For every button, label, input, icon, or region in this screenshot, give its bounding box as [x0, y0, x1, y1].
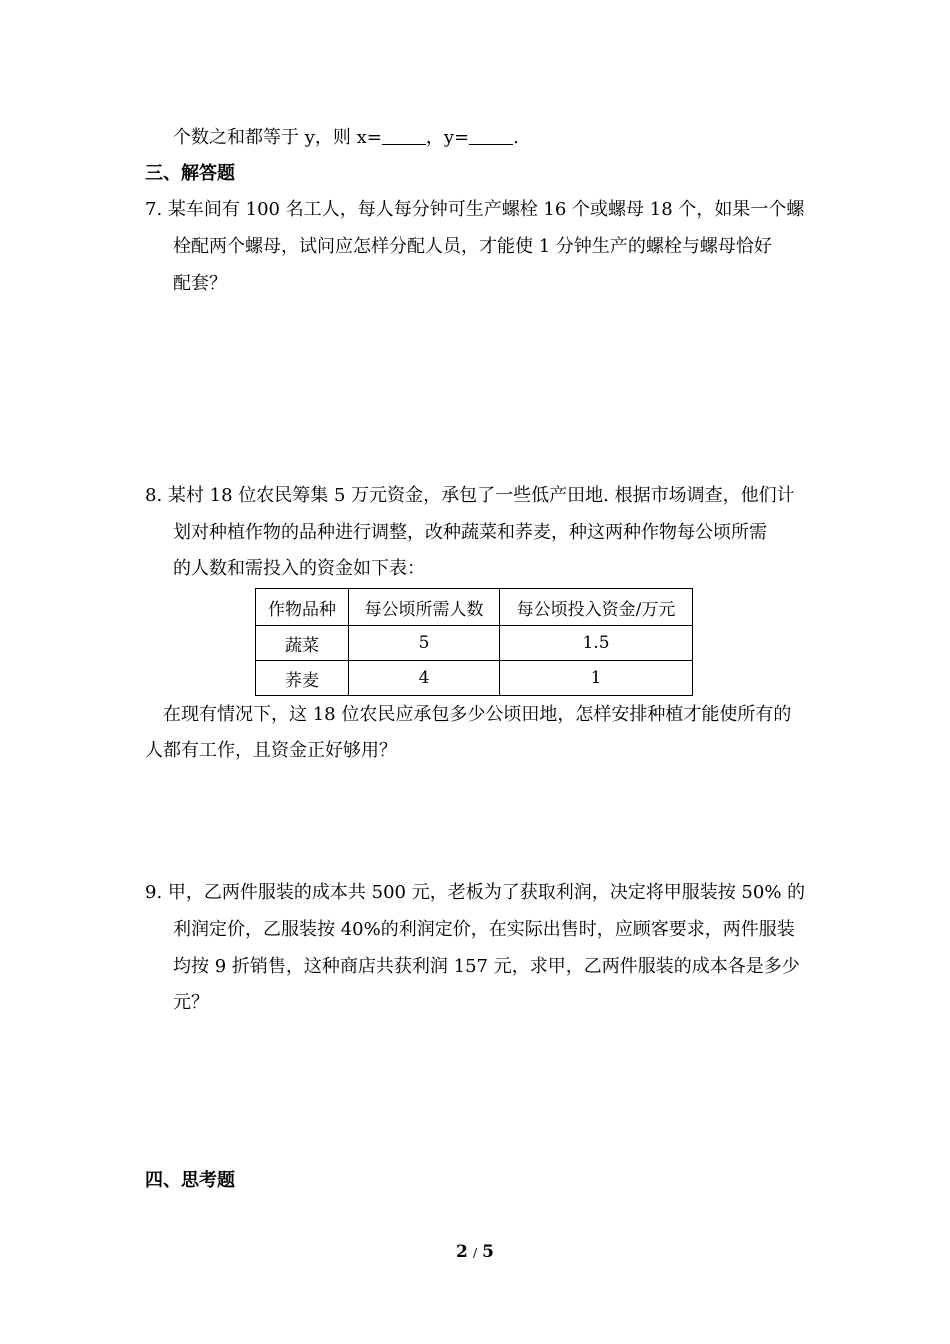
total-pages: 5 — [482, 1242, 494, 1262]
table-header-row — [256, 589, 693, 626]
q7-line-3: 配套？ — [173, 273, 227, 294]
q8-line-3: 的人数和需投入的资金如下表： — [173, 558, 425, 579]
current-page: 2 — [456, 1242, 468, 1262]
q9-line-3: 均按 9 折销售，这种商店共获利润 157 元，求甲，乙两件服装的成本各是多少 — [173, 956, 800, 977]
section-4-title: 四、思考题 — [145, 1170, 235, 1191]
q6-text: 个数之和都等于 y，则 x= — [173, 127, 382, 148]
page-number — [0, 1242, 950, 1262]
q8-after-line-2: 人都有工作，且资金正好够用？ — [145, 740, 397, 761]
q8-line-1: 8. 某村 18 位农民筹集 5 万元资金，承包了一些低产田地. 根据市场调查，他们计 — [145, 485, 795, 506]
q9-line-1: 9. 甲，乙两件服装的成本共 500 元，老板为了获取利润，决定将甲服装按 50% 的 — [145, 882, 806, 903]
q6-continued-line — [173, 126, 519, 150]
table-header-cell: 每公顷所需人数 — [349, 589, 500, 626]
table-header-cell: 作物品种 — [256, 589, 349, 626]
q8-after-line-1: 在现有情况下，这 18 位农民应承包多少公顷田地，怎样安排种植才能使所有的 — [163, 704, 792, 725]
q9-line-2: 利润定价，乙服装按 40%的利润定价，在实际出售时，应顾客要求，两件服装 — [173, 919, 795, 940]
crop-table — [255, 588, 693, 696]
table-header-cell: 每公顷投入资金/万元 — [500, 589, 693, 626]
q6-mid: ，y= — [425, 127, 470, 148]
table-cell: 1 — [500, 661, 693, 696]
table-cell: 4 — [349, 661, 500, 696]
table-cell: 蔬菜 — [256, 626, 349, 661]
page-separator: / — [472, 1246, 478, 1260]
q7-line-2: 栓配两个螺母，试问应怎样分配人员，才能使 1 分钟生产的螺栓与螺母恰好 — [173, 236, 772, 257]
table-cell: 5 — [349, 626, 500, 661]
section-3-title: 三、解答题 — [145, 163, 235, 184]
x-answer-blank[interactable] — [382, 128, 426, 145]
q9-line-4: 元？ — [173, 992, 209, 1013]
table-row — [256, 661, 693, 696]
table-cell: 荞麦 — [256, 661, 349, 696]
table-row — [256, 626, 693, 661]
table-cell: 1.5 — [500, 626, 693, 661]
q8-line-2: 划对种植作物的品种进行调整，改种蔬菜和荞麦，种这两种作物每公顷所需 — [173, 522, 767, 543]
q7-line-1: 7. 某车间有 100 名工人，每人每分钟可生产螺栓 16 个或螺母 18 个，如果一个螺 — [145, 199, 805, 220]
q6-end: . — [513, 127, 519, 148]
y-answer-blank[interactable] — [469, 128, 513, 145]
